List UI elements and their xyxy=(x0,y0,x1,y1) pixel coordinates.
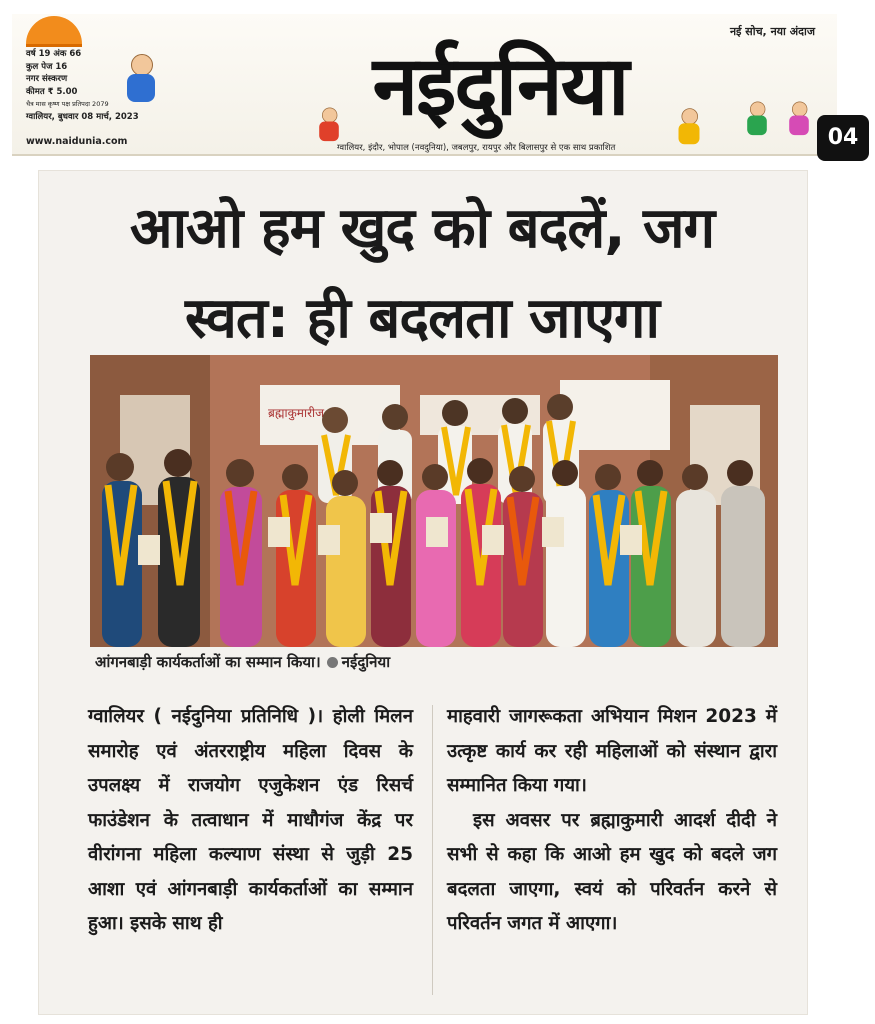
edition-type: नगर संस्करण xyxy=(26,74,68,84)
edition-volume: वर्ष 19 अंक 66 xyxy=(26,49,82,59)
website-link[interactable]: www.naidunia.com xyxy=(26,136,128,147)
cartoon-figure-icon xyxy=(787,102,811,137)
article-dateline: ग्वालियर ( नईदुनिया प्रतिनिधि )। xyxy=(88,706,324,727)
article-body-right-para-1: माहवारी जागरूकता अभियान मिशन 2023 में उत्कृष्ट कार्य कर रही महिलाओं को संस्थान द्वारा सम्मानित किया गया। xyxy=(447,706,777,796)
tagline: नई सोच, नया अंदाज xyxy=(729,25,815,38)
photo-caption xyxy=(95,652,655,672)
banner-text: ब्रह्माकुमारीज xyxy=(268,406,324,420)
article-body-left: होली मिलन समारोह एवं अंतरराष्ट्रीय महिला दिवस के उपलक्ष्य में राजयोग एजुकेशन एंड रिसर्च फाउंडेशन के तत्वाधान में माधौगंज केंद्र पर वीरांगना महिला कल्याण संस्था से जुड़ी 25 आशा एवं आंगनबाड़ी कार्यकर्ताओं का सम्मान हुआ। इसके साथ ही xyxy=(88,706,413,934)
cartoon-figure-icon xyxy=(124,54,158,104)
headline-line-2: स्वत: ही बदलता जाएगा xyxy=(184,286,660,351)
page-number-badge: 04 xyxy=(817,115,869,161)
caption-text: आंगनबाड़ी कार्यकर्ताओं का सम्मान किया। xyxy=(95,653,321,671)
headline-line-1: आओ हम खुद को बदलें, जग xyxy=(129,196,715,261)
edition-price: कीमत ₹ 5.00 xyxy=(26,86,78,97)
bullet-icon xyxy=(327,657,338,668)
masthead xyxy=(12,14,837,156)
article-headline xyxy=(62,184,782,364)
edition-pages: कुल पेज 16 xyxy=(26,61,68,72)
article-body-right-para-2: इस अवसर पर ब्रह्माकुमारी आदर्श दीदी ने सभी से कहा कि आओ हम खुद को बदले जग बदलता जाएगा, स्वयं को परिवर्तन करने से परिवर्तन जगत में आएगा। xyxy=(447,809,777,934)
article-photo xyxy=(90,355,778,647)
edition-date: ग्वालियर, बुधवार 08 मार्च, 2023 xyxy=(26,111,139,122)
caption-credit: नईदुनिया xyxy=(341,653,391,671)
edition-hindu-date: चैत्र मास कृष्ण पक्ष प्रतिपदा 2079 xyxy=(26,100,109,108)
newspaper-logo: नईदुनिया xyxy=(372,39,628,134)
article-column-left xyxy=(88,700,413,942)
column-divider xyxy=(432,705,433,995)
sun-logo-icon xyxy=(26,16,82,47)
article-column-right xyxy=(447,700,777,942)
group-photo-illustration xyxy=(90,355,778,647)
publication-cities: ग्वालियर, इंदौर, भोपाल (नवदुनिया), जबलपुर, रायपुर और बिलासपुर से एक साथ प्रकाशित xyxy=(337,143,616,153)
